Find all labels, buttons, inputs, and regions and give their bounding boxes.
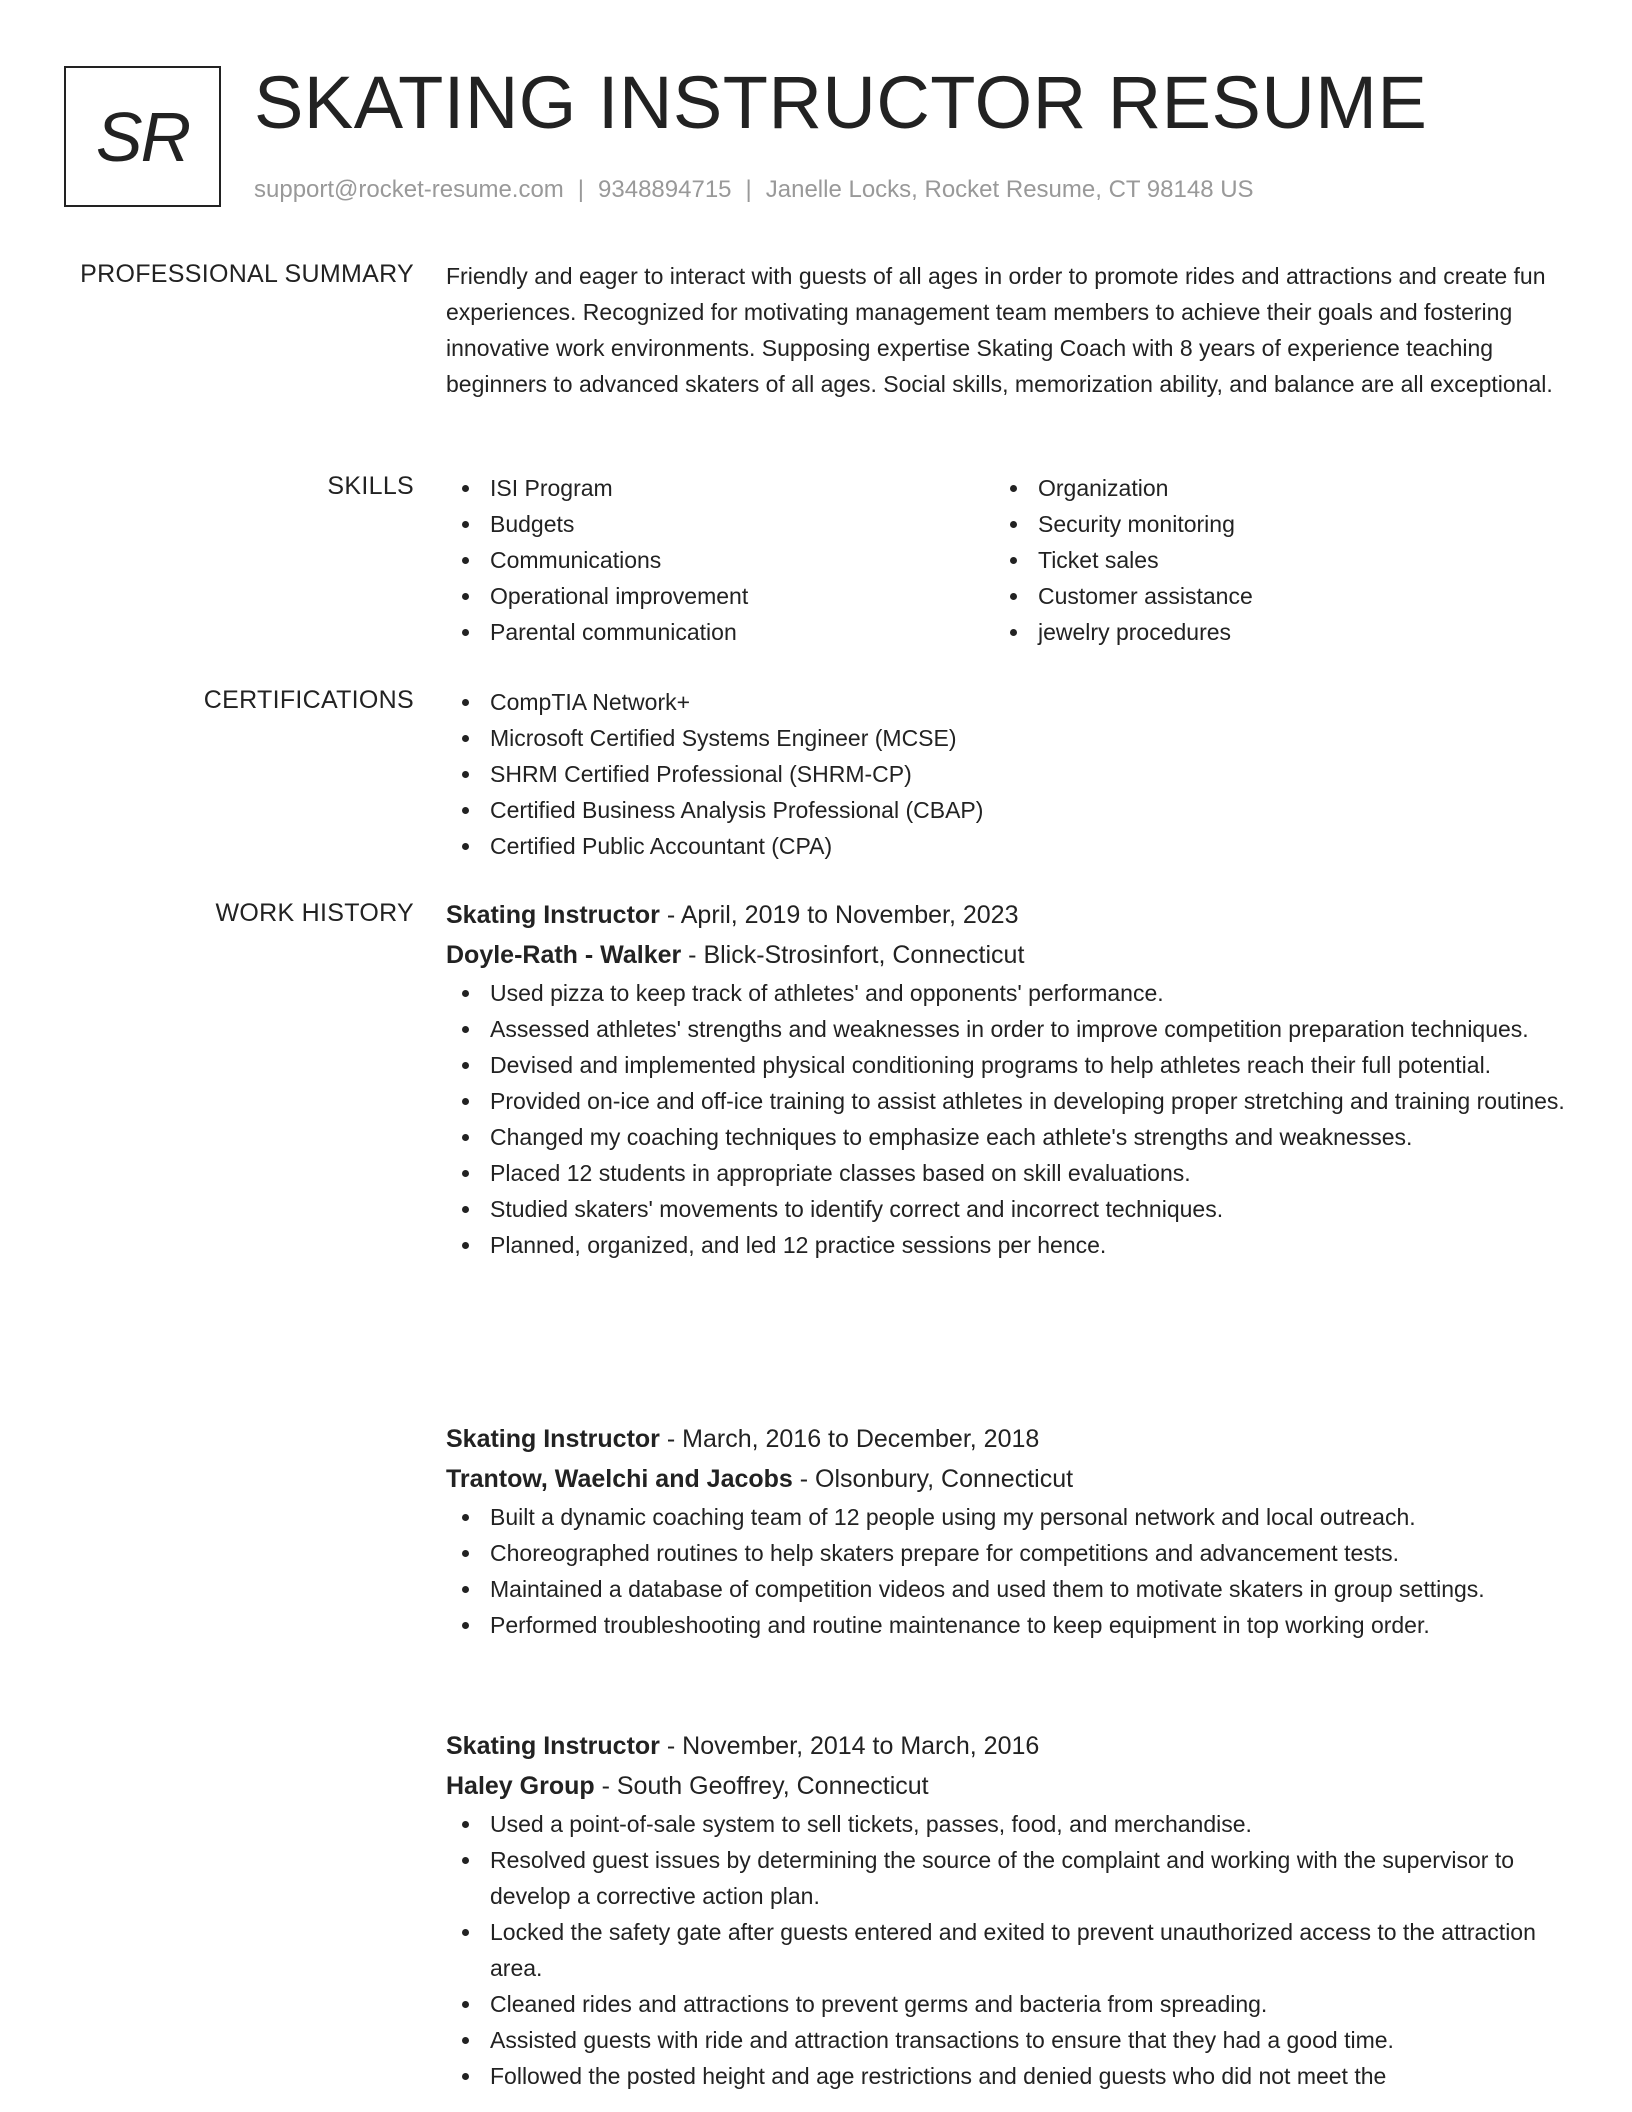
- job-company-line: [446, 1459, 1566, 1499]
- job-company: Doyle-Rath - Walker: [446, 941, 682, 969]
- skill-item: Customer assistance: [994, 578, 1542, 614]
- job-title: Skating Instructor: [446, 1732, 660, 1760]
- job-bullet: Planned, organized, and led 12 practice sessions per hence.: [446, 1227, 1566, 1263]
- job-bullet: Maintained a database of competition videos and used them to motivate skaters in group settings.: [446, 1571, 1566, 1607]
- page-title: SKATING INSTRUCTOR RESUME: [254, 61, 1428, 144]
- job-bullet: Used pizza to keep track of athletes' and opponents' performance.: [446, 975, 1566, 1011]
- job-title-line: [446, 1726, 1566, 1766]
- skills-list-right: [994, 470, 1542, 650]
- skill-item: jewelry procedures: [994, 614, 1542, 650]
- skills-heading: SKILLS: [327, 472, 414, 500]
- job-bullet: Provided on-ice and off-ice training to assist athletes in developing proper stretching and training routines.: [446, 1083, 1566, 1119]
- job-bullet: Followed the posted height and age restrictions and denied guests who did not meet the: [446, 2058, 1566, 2094]
- job-bullet: Locked the safety gate after guests entered and exited to prevent unauthorized access to the attraction area.: [446, 1914, 1566, 1986]
- skills-list-left: [446, 470, 994, 650]
- job-company-line: [446, 935, 1566, 975]
- certifications-list: [446, 684, 1566, 864]
- job-title-line: [446, 1419, 1566, 1459]
- skills-grid: [446, 470, 1566, 650]
- job-company-line: [446, 1766, 1566, 1806]
- job-body: [446, 1726, 1566, 2094]
- certification-item: Certified Business Analysis Professional (CBAP): [446, 792, 1566, 828]
- skills-body: [446, 470, 1566, 650]
- job-bullet: Devised and implemented physical conditioning programs to help athletes reach their full potential.: [446, 1047, 1566, 1083]
- certifications-body: [446, 684, 1566, 864]
- job-bullet: Assisted guests with ride and attraction transactions to ensure that they had a good time.: [446, 2022, 1566, 2058]
- summary-heading: PROFESSIONAL SUMMARY: [80, 260, 414, 288]
- skill-item: Security monitoring: [994, 506, 1542, 542]
- contact-line: [254, 174, 1254, 206]
- certification-item: CompTIA Network+: [446, 684, 1566, 720]
- contact-separator: |: [577, 176, 585, 203]
- job-bullet: Assessed athletes' strengths and weaknesses in order to improve competition preparation techniques.: [446, 1011, 1566, 1047]
- contact-address: Janelle Locks, Rocket Resume, CT 98148 US: [765, 176, 1254, 203]
- certification-item: Certified Public Accountant (CPA): [446, 828, 1566, 864]
- skill-item: Parental communication: [446, 614, 994, 650]
- job-title-line: [446, 895, 1566, 935]
- skill-item: Ticket sales: [994, 542, 1542, 578]
- skill-item: ISI Program: [446, 470, 994, 506]
- certification-item: Microsoft Certified Systems Engineer (MCSE): [446, 720, 1566, 756]
- job-bullet-list: [446, 1806, 1566, 2094]
- job-dates: - March, 2016 to December, 2018: [659, 1425, 1040, 1453]
- job-title: Skating Instructor: [446, 1425, 660, 1453]
- summary-body: [446, 258, 1566, 402]
- job-location: - South Geoffrey, Connecticut: [594, 1772, 929, 1800]
- job-bullet: Studied skaters' movements to identify correct and incorrect techniques.: [446, 1191, 1566, 1227]
- job-bullet: Changed my coaching techniques to emphasize each athlete's strengths and weaknesses.: [446, 1119, 1566, 1155]
- skill-item: Operational improvement: [446, 578, 994, 614]
- job-company: Haley Group: [446, 1772, 595, 1800]
- contact-email: support@rocket-resume.com: [254, 176, 564, 203]
- job-bullet-list: [446, 975, 1566, 1263]
- job-body: [446, 1419, 1566, 1643]
- monogram-logo: SR: [64, 66, 221, 207]
- contact-phone: 9348894715: [598, 176, 732, 203]
- job-title: Skating Instructor: [446, 901, 660, 929]
- job-location: - Olsonbury, Connecticut: [792, 1465, 1074, 1493]
- job-bullet: Used a point-of-sale system to sell tickets, passes, food, and merchandise.: [446, 1806, 1566, 1842]
- contact-separator: |: [745, 176, 752, 203]
- skill-item: Organization: [994, 470, 1542, 506]
- job-bullet: Built a dynamic coaching team of 12 people using my personal network and local outreach.: [446, 1499, 1566, 1535]
- summary-text: Friendly and eager to interact with guests of all ages in order to promote rides and attractions and create fun experiences. Recognized for motivating management team members to achieve their goals and fostering innovative work environments. Supposing expertise Skating Coach with 8 years of experience teaching beginners to advanced skaters of all ages. Social skills, memorization ability, and balance are all exceptional.: [446, 263, 1553, 397]
- job-location: - Blick-Strosinfort, Connecticut: [681, 941, 1025, 969]
- certification-item: SHRM Certified Professional (SHRM-CP): [446, 756, 1566, 792]
- job-body: [446, 895, 1566, 1263]
- work-history-heading: WORK HISTORY: [215, 899, 414, 927]
- skill-item: Budgets: [446, 506, 994, 542]
- job-bullet: Choreographed routines to help skaters prepare for competitions and advancement tests.: [446, 1535, 1566, 1571]
- job-company: Trantow, Waelchi and Jacobs: [446, 1465, 793, 1493]
- job-bullet: Cleaned rides and attractions to prevent germs and bacteria from spreading.: [446, 1986, 1566, 2022]
- job-bullet-list: [446, 1499, 1566, 1643]
- job-bullet: Resolved guest issues by determining the source of the complaint and working with the supervisor to develop a corrective action plan.: [446, 1842, 1566, 1914]
- job-bullet: Performed troubleshooting and routine maintenance to keep equipment in top working order.: [446, 1607, 1566, 1643]
- job-dates: - November, 2014 to March, 2016: [659, 1732, 1040, 1760]
- certifications-heading: CERTIFICATIONS: [203, 686, 414, 714]
- job-dates: - April, 2019 to November, 2023: [659, 901, 1019, 929]
- skill-item: Communications: [446, 542, 994, 578]
- job-bullet: Placed 12 students in appropriate classes based on skill evaluations.: [446, 1155, 1566, 1191]
